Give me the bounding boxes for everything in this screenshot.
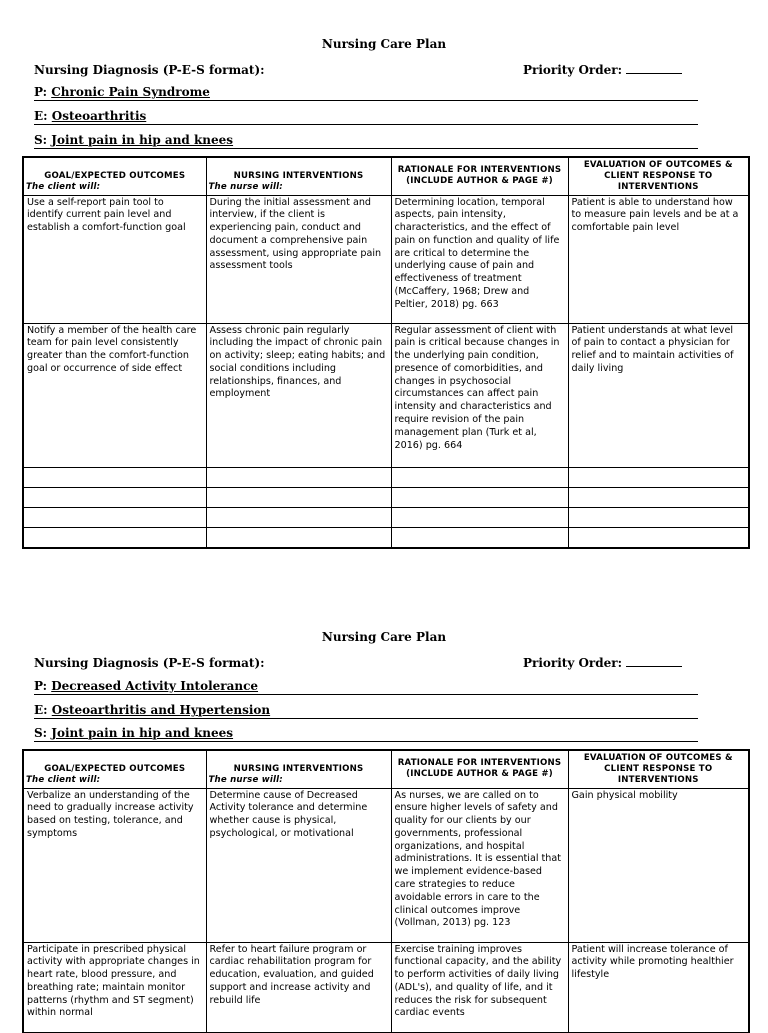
problem-line [34,679,698,695]
header-evaluation: EVALUATION OF OUTCOMES & CLIENT RESPONSE TO INTERVENTIONS [568,750,749,788]
p-value: Chronic Pain Syndrome [51,85,210,99]
empty-row [23,487,749,507]
evaluation-cell: Patient is able to understand how to measure pain levels and be at a comfortable pain level [568,195,749,323]
header-rationale: RATIONALE FOR INTERVENTIONS (INCLUDE AUTHOR & PAGE #) [391,157,568,195]
priority-order [523,63,682,77]
p-value: Decreased Activity Intolerance [51,679,259,693]
header-goal: GOAL/EXPECTED OUTCOMES The client will: [23,157,206,195]
diagnosis-label: Nursing Diagnosis (P-E-S format): [34,656,265,670]
s-value: Joint pain in hip and knees [51,133,234,147]
plan-title: Nursing Care Plan [321,37,447,51]
priority-label: Priority Order: [523,656,623,670]
p-label: P: [34,85,48,99]
empty-row [23,527,749,548]
s-label: S: [34,726,48,740]
evaluation-cell: Patient understands at what level of pain to contact a physician for relief and to maintain activities of daily living [568,323,749,467]
priority-blank [626,63,682,74]
etiology-line [34,703,698,719]
table-row [23,323,749,467]
plan-title: Nursing Care Plan [321,630,447,644]
intervention-cell: Determine cause of Decreased Activity tolerance and determine whether cause is physical, psychological, or motivational [206,788,391,942]
priority-order [523,656,682,670]
s-label: S: [34,133,48,147]
rationale-cell: As nurses, we are called on to ensure higher levels of safety and quality for our clients by our governments, professional organizations, and hospital administrations. It is essential that we implement evidence-based care strategies to reduce avoidable errors in care to the clinical outcomes improve (Vollman, 2013) pg. 123 [391,788,568,942]
header-interventions: NURSING INTERVENTIONS The nurse will: [206,157,391,195]
symptoms-line [34,726,698,742]
goal-cell: Use a self-report pain tool to identify current pain level and establish a comfort-function goal [23,195,206,323]
rationale-cell: Determining location, temporal aspects, pain intensity, characteristics, and the effect of pain on function and quality of life are critical to determine the underlying cause of pain and effectiveness of treatment (McCaffery, 1968; Drew and Peltier, 2018) pg. 663 [391,195,568,323]
priority-label: Priority Order: [523,63,623,77]
e-label: E: [34,703,48,717]
rationale-cell: Regular assessment of client with pain is critical because changes in the underlying pain condition, presence of comorbidities, and changes in psychosocial circumstances can affect pain intensity and characteristics and require revision of the pain management plan (Turk et al, 2016) pg. 664 [391,323,568,467]
e-value: Osteoarthritis [51,109,147,123]
care-plan-table [22,749,750,1033]
evaluation-cell: Gain physical mobility [568,788,749,942]
empty-row [23,467,749,487]
p-label: P: [34,679,48,693]
header-rationale: RATIONALE FOR INTERVENTIONS (INCLUDE AUTHOR & PAGE #) [391,750,568,788]
rationale-cell: Exercise training improves functional capacity, and the ability to perform activities of daily living (ADL's), and quality of life, and it reduces the risk for subsequent cardiac events [391,942,568,1032]
header-interventions: NURSING INTERVENTIONS The nurse will: [206,750,391,788]
care-plan-table [22,156,750,549]
table-row [23,942,749,1032]
goal-cell: Participate in prescribed physical activity with appropriate changes in heart rate, blood pressure, and breathing rate; maintain monitor patterns (rhythm and ST segment) within normal [23,942,206,1032]
e-value: Osteoarthritis and Hypertension [51,703,271,717]
s-value: Joint pain in hip and knees [51,726,234,740]
header-evaluation: EVALUATION OF OUTCOMES & CLIENT RESPONSE TO INTERVENTIONS [568,157,749,195]
intervention-cell: Refer to heart failure program or cardiac rehabilitation program for education, evaluation, and guided support and increase activity and rebuild life [206,942,391,1032]
priority-blank [626,656,682,667]
goal-cell: Notify a member of the health care team for pain level consistently greater than the comfort-function goal or occurrence of side effect [23,323,206,467]
etiology-line [34,109,698,125]
diagnosis-label: Nursing Diagnosis (P-E-S format): [34,63,265,77]
header-goal: GOAL/EXPECTED OUTCOMES The client will: [23,750,206,788]
goal-cell: Verbalize an understanding of the need to gradually increase activity based on testing, tolerance, and symptoms [23,788,206,942]
e-label: E: [34,109,48,123]
table-row [23,788,749,942]
empty-row [23,507,749,527]
intervention-cell: During the initial assessment and interview, if the client is experiencing pain, conduct and document a comprehensive pain assessment, using appropriate pain assessment tools [206,195,391,323]
evaluation-cell: Patient will increase tolerance of activity while promoting healthier lifestyle [568,942,749,1032]
problem-line [34,85,698,101]
symptoms-line [34,133,698,149]
intervention-cell: Assess chronic pain regularly including the impact of chronic pain on activity; sleep; eating habits; and social conditions including relationships, finances, and employment [206,323,391,467]
table-row [23,195,749,323]
